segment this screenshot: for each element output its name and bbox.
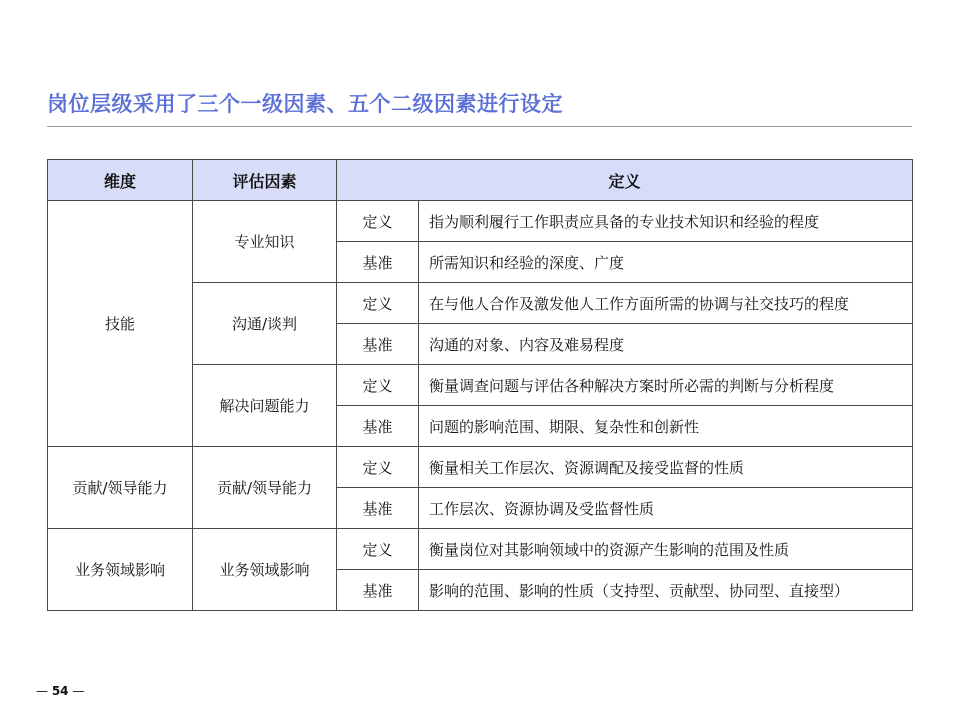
definition-cell: 衡量调查问题与评估各种解决方案时所必需的判断与分析程度 — [419, 365, 913, 406]
definition-cell: 指为顺利履行工作职责应具备的专业技术知识和经验的程度 — [419, 201, 913, 242]
factor-cell: 沟通/谈判 — [193, 283, 337, 365]
title-divider — [47, 126, 912, 127]
page-number — [36, 684, 84, 698]
table-row — [48, 201, 913, 242]
factor-cell: 贡献/领导能力 — [193, 447, 337, 529]
table-row — [48, 447, 913, 488]
definition-cell: 问题的影响范围、期限、复杂性和创新性 — [419, 406, 913, 447]
definition-cell: 沟通的对象、内容及难易程度 — [419, 324, 913, 365]
row-type-cell: 基准 — [337, 406, 419, 447]
factor-table — [47, 159, 913, 611]
row-type-cell: 定义 — [337, 283, 419, 324]
definition-cell: 所需知识和经验的深度、广度 — [419, 242, 913, 283]
row-type-cell: 定义 — [337, 447, 419, 488]
factor-cell: 专业知识 — [193, 201, 337, 283]
definition-cell: 衡量岗位对其影响领域中的资源产生影响的范围及性质 — [419, 529, 913, 570]
row-type-cell: 定义 — [337, 365, 419, 406]
page-number-dash-right: — — [72, 684, 85, 698]
definition-cell: 衡量相关工作层次、资源调配及接受监督的性质 — [419, 447, 913, 488]
definition-cell: 影响的范围、影响的性质（支持型、贡献型、协同型、直接型） — [419, 570, 913, 611]
header-definition: 定义 — [337, 160, 913, 201]
dimension-cell: 技能 — [48, 201, 193, 447]
factor-cell: 解决问题能力 — [193, 365, 337, 447]
table-row — [48, 529, 913, 570]
row-type-cell: 基准 — [337, 570, 419, 611]
definition-cell: 在与他人合作及激发他人工作方面所需的协调与社交技巧的程度 — [419, 283, 913, 324]
row-type-cell: 基准 — [337, 488, 419, 529]
definition-cell: 工作层次、资源协调及受监督性质 — [419, 488, 913, 529]
header-factor: 评估因素 — [193, 160, 337, 201]
page-number-value: 54 — [51, 684, 69, 698]
row-type-cell: 定义 — [337, 529, 419, 570]
dimension-cell: 贡献/领导能力 — [48, 447, 193, 529]
row-type-cell: 基准 — [337, 242, 419, 283]
page-title: 岗位层级采用了三个一级因素、五个二级因素进行设定 — [47, 92, 563, 116]
dimension-cell: 业务领域影响 — [48, 529, 193, 611]
row-type-cell: 基准 — [337, 324, 419, 365]
page-number-dash-left: — — [36, 684, 48, 698]
header-dimension: 维度 — [48, 160, 193, 201]
table-header-row — [48, 160, 913, 201]
factor-cell: 业务领域影响 — [193, 529, 337, 611]
row-type-cell: 定义 — [337, 201, 419, 242]
